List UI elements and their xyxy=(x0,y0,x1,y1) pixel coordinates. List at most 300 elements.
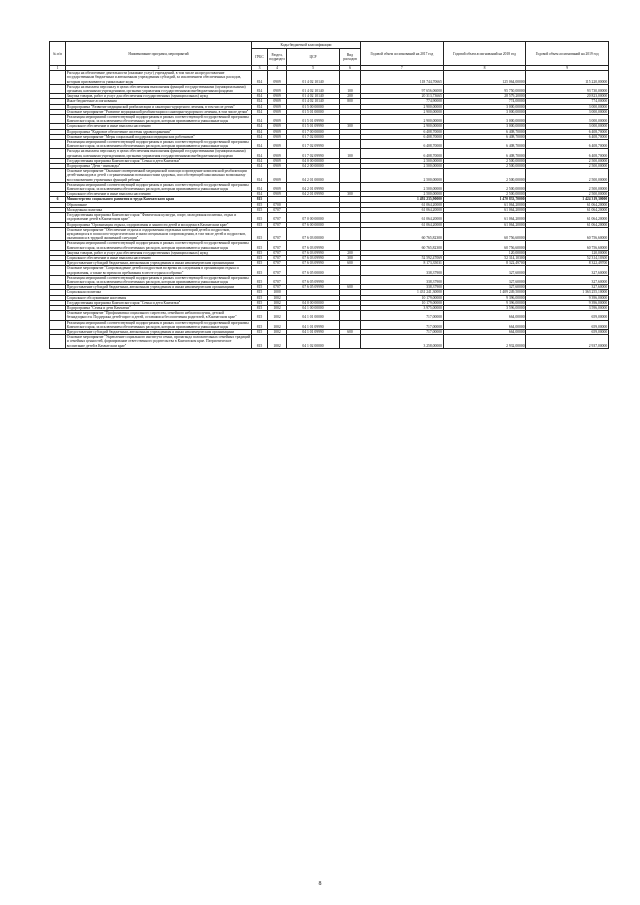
row-number: 6 xyxy=(50,197,66,202)
row-name: Предоставление субсидий бюджетным, автономным учреждениям и иным некоммерческим организациям xyxy=(66,329,252,334)
row-section: 0909 xyxy=(268,129,287,134)
row-target-article: 04 2 00 00000 xyxy=(287,164,340,169)
row-amount-2018: 664,00000 xyxy=(443,311,526,320)
row-amount-2018: 9 396,00000 xyxy=(443,300,526,305)
row-target-article: 01 5 01 00000 xyxy=(287,109,340,114)
row-expense-type xyxy=(340,213,361,222)
row-grbs: 815 xyxy=(252,300,268,305)
table-row xyxy=(50,320,609,329)
table-row xyxy=(50,241,609,250)
header-year-2019: Годовой объем ассигнований на 2019 год xyxy=(526,42,609,66)
row-grbs: 814 xyxy=(252,158,268,163)
row-name: Социальная политика xyxy=(66,290,252,295)
row-section: 1002 xyxy=(268,295,287,300)
row-target-article: 04 0 00 00000 xyxy=(287,158,340,163)
row-name: Иные бюджетные ассигнования xyxy=(66,99,252,104)
row-amount-2018: 664,00000 xyxy=(443,329,526,334)
row-amount-2017: 2 500,00000 xyxy=(361,169,444,183)
row-amount-2018: 9 396,00000 xyxy=(443,295,526,300)
row-name: Закупка товаров, работ и услуг для обеспечения государственных (муниципальных) нужд xyxy=(66,94,252,99)
row-name: Закупка товаров, работ и услуг для обеспечения государственных (муниципальных) нужд xyxy=(66,250,252,255)
row-amount-2017: 2 500,00000 xyxy=(361,182,444,191)
page-number: 8 xyxy=(318,881,322,887)
row-grbs: 815 xyxy=(252,311,268,320)
table-header xyxy=(50,42,609,71)
row-grbs: 815 xyxy=(252,197,268,202)
row-name: Основное мероприятие "Оказание своевременной медицинской помощи и проведение комплексной реабилитации детей-инвалидов и детей с ограниченными возможностями здоровья, способствующей максимально возможному восстановлению утраченных функций ребенка" xyxy=(66,169,252,183)
table-row xyxy=(50,182,609,191)
row-name: Государственная программа Камчатского края "Семья и дети Камчатки" xyxy=(66,300,252,305)
row-number xyxy=(50,169,66,183)
row-amount-2018: 61 064,20000 xyxy=(443,202,526,207)
row-amount-2017: 2 500,00000 xyxy=(361,158,444,163)
row-amount-2019: 61 064,20000 xyxy=(526,222,609,227)
row-target-article: 07 6 05 09990 xyxy=(287,285,340,290)
row-grbs: 814 xyxy=(252,129,268,134)
row-section: 0707 xyxy=(268,275,287,284)
row-expense-type xyxy=(340,320,361,329)
row-number xyxy=(50,213,66,222)
row-grbs: 814 xyxy=(252,71,268,85)
row-target-article: 04 1 01 09990 xyxy=(287,320,340,329)
row-section: 0909 xyxy=(268,169,287,183)
row-amount-2019: 9 396,00000 xyxy=(526,300,609,305)
row-amount-2019: 9 396,00000 xyxy=(526,295,609,300)
row-name: Основное мероприятие "Меры социальной поддержки медицинских работников" xyxy=(66,134,252,139)
row-section: 0909 xyxy=(268,104,287,109)
row-grbs: 814 xyxy=(252,164,268,169)
row-amount-2018: 3 000,00000 xyxy=(443,124,526,129)
row-grbs: 815 xyxy=(252,285,268,290)
row-amount-2019: 327,60000 xyxy=(526,285,609,290)
row-target-article: 07 6 03 09990 xyxy=(287,255,340,260)
row-section: 1002 xyxy=(268,329,287,334)
row-section: 0909 xyxy=(268,94,287,99)
row-grbs: 815 xyxy=(252,266,268,275)
row-expense-type: 800 xyxy=(340,99,361,104)
column-index-cell: 8 xyxy=(443,66,526,71)
row-section: 1000 xyxy=(268,290,287,295)
row-amount-2017: 61 064,20000 xyxy=(361,222,444,227)
row-expense-type: 300 xyxy=(340,124,361,129)
row-amount-2019: 3 000,00000 xyxy=(526,104,609,109)
row-expense-type xyxy=(340,241,361,250)
row-expense-type xyxy=(340,266,361,275)
row-section: 0707 xyxy=(268,207,287,212)
row-section: 0707 xyxy=(268,227,287,241)
row-amount-2019: 2 500,00000 xyxy=(526,192,609,197)
row-amount-2018: 6 408,70000 xyxy=(443,140,526,149)
row-amount-2019: 3 000,00000 xyxy=(526,109,609,114)
row-name: Подпрограмма "Семья и дети Камчатки" xyxy=(66,305,252,310)
row-amount-2017: 61 064,20000 xyxy=(361,202,444,207)
row-section: 1002 xyxy=(268,335,287,349)
row-amount-2019: 3 000,00000 xyxy=(526,115,609,124)
row-amount-2017: 3 258,00000 xyxy=(361,335,444,349)
row-target-article: 04 2 01 09990 xyxy=(287,192,340,197)
row-amount-2019: 774,00000 xyxy=(526,99,609,104)
row-amount-2017: 1 492 235,90000 xyxy=(361,197,444,202)
row-amount-2018: 6 408,70000 xyxy=(443,149,526,158)
row-amount-2017: 60 765,82300 xyxy=(361,241,444,250)
row-target-article: 07 6 03 09990 xyxy=(287,241,340,250)
column-index-cell: 7 xyxy=(361,66,444,71)
row-amount-2018: 2 500,00000 xyxy=(443,158,526,163)
row-target-article: 01 4 02 10140 xyxy=(287,71,340,85)
header-rz: Раздел, подраздел xyxy=(268,49,287,66)
column-index-cell: 9 xyxy=(526,66,609,71)
row-grbs: 814 xyxy=(252,169,268,183)
row-name: Расходы на выплаты персоналу в целях обеспечения выполнения функций государственными (муниципальными) органами, казенными учреждениями, органами управления государственными внебюджетными фондами xyxy=(66,149,252,158)
row-section: 0700 xyxy=(268,202,287,207)
row-amount-2017: 6 408,70000 xyxy=(361,149,444,158)
row-amount-2018: 3 000,00000 xyxy=(443,104,526,109)
row-number xyxy=(50,241,66,250)
row-target-article: 07 6 03 09990 xyxy=(287,261,340,266)
row-grbs: 814 xyxy=(252,182,268,191)
row-amount-2018: 8 322,49700 xyxy=(443,261,526,266)
row-amount-2019: 8 322,49700 xyxy=(526,261,609,266)
row-target-article: 07 0 00 00000 xyxy=(287,213,340,222)
row-amount-2017: 2 500,00000 xyxy=(361,192,444,197)
row-amount-2018: 774,00000 xyxy=(443,99,526,104)
row-name: Расходы на выплаты персоналу в целях обеспечения выполнения функций государственными (муниципальными) органами, казенными учреждениями, органами управления государственными внебюджетными фондами xyxy=(66,84,252,93)
row-target-article: 01 5 01 09990 xyxy=(287,124,340,129)
row-name: Подпрограмма "Дети - инвалиды" xyxy=(66,164,252,169)
row-target-article: 01 7 02 00000 xyxy=(287,134,340,139)
row-target-article: 04 1 02 00000 xyxy=(287,335,340,349)
column-index-cell: 3 xyxy=(252,66,268,71)
table-row xyxy=(50,335,609,349)
row-grbs: 815 xyxy=(252,207,268,212)
row-grbs: 814 xyxy=(252,149,268,158)
row-number xyxy=(50,140,66,149)
row-target-article: 07 6 05 09990 xyxy=(287,275,340,284)
row-grbs: 814 xyxy=(252,140,268,149)
row-name: Подпрограмма "Кадровое обеспечение системы здравоохранения" xyxy=(66,129,252,134)
row-target-article: 01 4 02 10140 xyxy=(287,84,340,93)
row-grbs: 814 xyxy=(252,84,268,93)
row-target-article: 01 4 02 10140 xyxy=(287,99,340,104)
row-section: 0909 xyxy=(268,109,287,114)
header-year-2017: Годовой объем ассигнований на 2017 год xyxy=(361,42,444,66)
row-amount-2017: 338,37900 xyxy=(361,266,444,275)
row-name: Реализация мероприятий соответствующей подпрограммы в рамках соответствующей государственной программы Камчатского края, за исключением обеспеченных расходов, которым присваиваются уникальные коды xyxy=(66,115,252,124)
row-number xyxy=(50,335,66,349)
row-amount-2018: 61 064,20000 xyxy=(443,222,526,227)
row-name: Подпрограмма "Организация отдыха, оздоровления и занятости детей и молодежи в Камчатском крае" xyxy=(66,222,252,227)
row-section: 0707 xyxy=(268,213,287,222)
row-target-article: 07 6 03 00000 xyxy=(287,227,340,241)
row-name: Реализация мероприятий соответствующей подпрограммы в рамках соответствующей государственной программы Камчатского края, за исключением обеспеченных расходов, которым присваиваются уникальные коды xyxy=(66,182,252,191)
column-index-cell: 4 xyxy=(268,66,287,71)
row-amount-2019: 6 408,70000 xyxy=(526,149,609,158)
row-amount-2017: 2 500,00000 xyxy=(361,164,444,169)
row-name: Образование xyxy=(66,202,252,207)
row-name: Основное мероприятие "Сопровождение детей и подростков во время их следования в организации отдыха и оздоровления, а также во время их пребывания в месте отдыха и обратно" xyxy=(66,266,252,275)
row-name: Государственная программа Камчатского края "Физическая культура, спорт, молодежная политика, отдых и оздоровление детей в Камчатском крае" xyxy=(66,213,252,222)
row-amount-2019: 2 500,00000 xyxy=(526,169,609,183)
row-amount-2017: 97 656,06000 xyxy=(361,84,444,93)
row-amount-2019: 61 064,20000 xyxy=(526,202,609,207)
row-expense-type: 100 xyxy=(340,84,361,93)
header-num: № п/п xyxy=(50,42,66,66)
row-amount-2017: 2 900,00000 xyxy=(361,104,444,109)
row-section: 0707 xyxy=(268,250,287,255)
table-row xyxy=(50,213,609,222)
row-grbs: 815 xyxy=(252,222,268,227)
row-target-article: 01 7 02 09990 xyxy=(287,149,340,158)
row-expense-type: 600 xyxy=(340,261,361,266)
row-target-article: 04 0 00 00000 xyxy=(287,300,340,305)
row-name: Социальное обслуживание населения xyxy=(66,295,252,300)
row-amount-2017: 717,00000 xyxy=(361,311,444,320)
row-amount-2018: 125 064,00000 xyxy=(443,71,526,85)
row-expense-type xyxy=(340,140,361,149)
row-number xyxy=(50,84,66,93)
row-amount-2018: 6 408,70000 xyxy=(443,134,526,139)
row-amount-2017: 2 900,00000 xyxy=(361,109,444,114)
row-amount-2017: 6 408,70000 xyxy=(361,134,444,139)
row-amount-2019: 6 408,70000 xyxy=(526,140,609,149)
row-expense-type xyxy=(340,311,361,320)
row-section: 0909 xyxy=(268,134,287,139)
row-amount-2017: 61 064,20000 xyxy=(361,207,444,212)
row-amount-2018: 60 756,60000 xyxy=(443,241,526,250)
row-amount-2019: 3 000,00000 xyxy=(526,124,609,129)
row-amount-2018: 6 408,70000 xyxy=(443,129,526,134)
table-row xyxy=(50,275,609,284)
row-target-article: 01 5 00 00000 xyxy=(287,104,340,109)
row-amount-2018: 327,60000 xyxy=(443,275,526,284)
table-row xyxy=(50,140,609,149)
row-amount-2019: 659,00000 xyxy=(526,329,609,334)
row-grbs: 815 xyxy=(252,295,268,300)
row-amount-2019: 1 424 319,30000 xyxy=(526,197,609,202)
row-amount-2018: 2 932,00000 xyxy=(443,335,526,349)
row-amount-2018: 327,60000 xyxy=(443,266,526,275)
row-amount-2017: 52 592,47069 xyxy=(361,255,444,260)
row-amount-2019: 327,60000 xyxy=(526,275,609,284)
row-target-article: 01 4 02 10140 xyxy=(287,94,340,99)
row-amount-2019: 20 823,00000 xyxy=(526,94,609,99)
row-section: 0909 xyxy=(268,84,287,93)
row-section: 0707 xyxy=(268,266,287,275)
row-amount-2018: 61 064,20000 xyxy=(443,207,526,212)
row-name: Основное мероприятие "Профилактика социального сиротства, семейного неблагополучия, детской безнадзорности. Поддержка детей-сирот и детей, оставшихся без попечения родителей, в Камчатском крае" xyxy=(66,311,252,320)
row-grbs: 814 xyxy=(252,94,268,99)
row-expense-type: 600 xyxy=(340,285,361,290)
row-grbs: 815 xyxy=(252,255,268,260)
row-grbs: 815 xyxy=(252,202,268,207)
row-name: Министерство социального развития и труда Камчатского края xyxy=(66,197,252,202)
row-section: 0707 xyxy=(268,255,287,260)
row-amount-2018: 327,60000 xyxy=(443,285,526,290)
row-amount-2019: 60 756,60000 xyxy=(526,241,609,250)
row-name: Молодежная политика xyxy=(66,207,252,212)
table-body xyxy=(50,71,609,349)
row-name: Основное мероприятие "Укрепление социального института семьи, пропаганда положительных семейных традиций и семейных ценностей, формирование ответственного родительства в Камчатском крае. Патриотическое воспитание детей в Камчатском крае" xyxy=(66,335,251,348)
row-grbs: 814 xyxy=(252,99,268,104)
row-grbs: 815 xyxy=(252,320,268,329)
row-name: Реализация мероприятий соответствующей подпрограммы в рамках соответствующей государственной программы Камчатского края, за исключением обеспеченных расходов, которым присваиваются уникальные коды xyxy=(66,241,252,250)
table-row xyxy=(50,227,609,241)
row-amount-2018: 2 500,00000 xyxy=(443,182,526,191)
row-amount-2017: 2 900,00000 xyxy=(361,115,444,124)
header-name: Наименование программ, мероприятий xyxy=(66,42,252,66)
row-section: 0909 xyxy=(268,149,287,158)
row-name: Подпрограмма "Развитие медицинской реабилитации и санаторно-курортного лечения, в том числе детям" xyxy=(66,104,252,109)
row-amount-2018: 52 314,10300 xyxy=(443,255,526,260)
row-grbs: 815 xyxy=(252,227,268,241)
row-amount-2018: 2 500,00000 xyxy=(443,164,526,169)
row-amount-2019: 61 064,20000 xyxy=(526,207,609,212)
row-section: 0909 xyxy=(268,71,287,85)
row-amount-2017: 20 313,73665 xyxy=(361,94,444,99)
table-row xyxy=(50,149,609,158)
row-amount-2018: 2 500,00000 xyxy=(443,192,526,197)
row-grbs: 815 xyxy=(252,275,268,284)
row-name: Реализация мероприятий соответствующей подпрограммы в рамках соответствующей государственной программы Камчатского края, за исключением обеспеченных расходов, которым присваиваются уникальные коды xyxy=(66,275,252,284)
row-target-article: 01 7 02 09990 xyxy=(287,140,340,149)
row-amount-2019: 6 408,70000 xyxy=(526,129,609,134)
row-amount-2018: 61 064,20000 xyxy=(443,213,526,222)
row-amount-2018: 3 000,00000 xyxy=(443,109,526,114)
row-amount-2018: 664,00000 xyxy=(443,320,526,329)
row-expense-type xyxy=(340,169,361,183)
row-section: 0909 xyxy=(268,158,287,163)
row-expense-type xyxy=(340,71,361,85)
row-name: Социальное обеспечение и иные выплаты населению xyxy=(66,124,252,129)
row-amount-2019: 659,00000 xyxy=(526,311,609,320)
row-grbs: 814 xyxy=(252,109,268,114)
row-expense-type: 300 xyxy=(340,192,361,197)
row-section: 1002 xyxy=(268,300,287,305)
row-amount-2019: 93 730,00000 xyxy=(526,84,609,93)
row-grbs: 814 xyxy=(252,124,268,129)
row-name: Расходы на обеспечение деятельности (оказание услуг) учреждений, в том числе на предоставление государственным бюджетным и автономным учреждениям субсидий, за исключением обеспеченных расходов, которым присваиваются уникальные коды xyxy=(66,71,252,85)
row-target-article: 04 1 01 00000 xyxy=(287,311,340,320)
row-amount-2017: 717,00000 xyxy=(361,320,444,329)
table-row xyxy=(50,115,609,124)
row-name: Предоставление субсидий бюджетным, автономным учреждениям и иным некоммерческим организациям xyxy=(66,261,252,266)
row-expense-type xyxy=(340,335,361,349)
row-number xyxy=(50,149,66,158)
row-section: 1002 xyxy=(268,320,287,329)
row-grbs: 815 xyxy=(252,305,268,310)
row-number xyxy=(50,182,66,191)
row-amount-2018: 1 470 833,70000 xyxy=(443,197,526,202)
row-name: Социальное обеспечение и иные выплаты населению xyxy=(66,192,252,197)
row-target-article: 01 5 01 09990 xyxy=(287,115,340,124)
row-expense-type: 200 xyxy=(340,250,361,255)
row-amount-2017: 338,37900 xyxy=(361,275,444,284)
row-number xyxy=(50,266,66,275)
row-target-article: 04 1 00 00000 xyxy=(287,305,340,310)
header-grbs: ГРБС xyxy=(252,49,268,66)
row-amount-2017: 8 173,35031 xyxy=(361,261,444,266)
row-section: 0707 xyxy=(268,241,287,250)
row-grbs: 814 xyxy=(252,134,268,139)
row-section: 0707 xyxy=(268,222,287,227)
row-amount-2019: 3 596,00000 xyxy=(526,305,609,310)
row-amount-2019: 115 220,00000 xyxy=(526,71,609,85)
row-target-article: 07 6 05 00000 xyxy=(287,266,340,275)
row-amount-2017: 10 179,00000 xyxy=(361,300,444,305)
row-target-article: 04 1 01 09990 xyxy=(287,329,340,334)
row-expense-type: 100 xyxy=(340,149,361,158)
row-grbs: 815 xyxy=(252,250,268,255)
row-amount-2018: 2 500,00000 xyxy=(443,169,526,183)
row-name: Основное мероприятие "Обеспечение отдыха и оздоровления отдельных категорий детей и подростков, нуждающихся в психолого-педагогическом и ином специальном сопровождении, в том числе детей и подростков, оказавшихся в трудной жизненной ситуации" xyxy=(66,227,252,241)
row-section: 0707 xyxy=(268,261,287,266)
row-amount-2018: 120,00000 xyxy=(443,250,526,255)
row-section: 1002 xyxy=(268,311,287,320)
row-amount-2017: 6 408,70000 xyxy=(361,140,444,149)
row-amount-2017: 2 900,00000 xyxy=(361,124,444,129)
row-amount-2019: 2 500,00000 xyxy=(526,182,609,191)
table-row xyxy=(50,84,609,93)
row-amount-2018: 3 596,00000 xyxy=(443,305,526,310)
table-row xyxy=(50,71,609,85)
header-codes: Коды бюджетной классификации xyxy=(252,42,361,49)
row-section: 0707 xyxy=(268,285,287,290)
row-grbs: 814 xyxy=(252,192,268,197)
row-amount-2018: 28 579,20000 xyxy=(443,94,526,99)
row-number xyxy=(50,71,66,85)
row-amount-2017: 1 431 241,30000 xyxy=(361,290,444,295)
row-target-article: 01 7 00 00000 xyxy=(287,129,340,134)
row-amount-2017: 10 179,00000 xyxy=(361,295,444,300)
row-amount-2019: 2 937,00000 xyxy=(526,335,609,349)
column-index-cell: 2 xyxy=(66,66,252,71)
header-csr: ЦСР xyxy=(287,49,340,66)
row-name: Государственная программа Камчатского края "Семья и дети Камчатки" xyxy=(66,158,252,163)
row-expense-type: 300 xyxy=(340,255,361,260)
column-index-cell: 5 xyxy=(287,66,340,71)
row-target-article: 07 6 00 00000 xyxy=(287,222,340,227)
row-amount-2017: 3 975,00000 xyxy=(361,305,444,310)
row-grbs: 814 xyxy=(252,115,268,124)
row-name: Социальное обеспечение и иные выплаты населению xyxy=(66,255,252,260)
row-target-article: 04 2 01 00000 xyxy=(287,169,340,183)
row-amount-2018: 60 756,60000 xyxy=(443,227,526,241)
row-amount-2019: 659,00000 xyxy=(526,320,609,329)
row-amount-2019: 60 756,60000 xyxy=(526,227,609,241)
row-number xyxy=(50,227,66,241)
header-vr: Вид расходов xyxy=(340,49,361,66)
row-amount-2017: 118 744,70665 xyxy=(361,71,444,85)
row-section: 1002 xyxy=(268,305,287,310)
header-year-2018: Годовой объем ассигнований на 2018 год xyxy=(443,42,526,66)
row-expense-type xyxy=(340,227,361,241)
row-grbs: 815 xyxy=(252,335,268,349)
row-name: Реализация мероприятий соответствующей подпрограммы в рамках соответствующей государственной программы Камчатского края, за исключением обеспеченных расходов, которым присваиваются уникальные коды xyxy=(66,320,252,329)
column-index-cell: 1 xyxy=(50,66,66,71)
row-number xyxy=(50,311,66,320)
row-name: Основное мероприятие "Развитие медицинской реабилитации и санаторно-курортного лечения, в том числе детям" xyxy=(66,109,252,114)
row-amount-2019: 1 363 255,10000 xyxy=(526,290,609,295)
row-section: 0909 xyxy=(268,192,287,197)
row-expense-type: 600 xyxy=(340,329,361,334)
row-amount-2018: 1 409 249,50000 xyxy=(443,290,526,295)
row-expense-type xyxy=(340,115,361,124)
row-section: 0909 xyxy=(268,115,287,124)
table-row xyxy=(50,311,609,320)
row-grbs: 815 xyxy=(252,290,268,295)
table-row xyxy=(50,169,609,183)
row-section: 0909 xyxy=(268,124,287,129)
